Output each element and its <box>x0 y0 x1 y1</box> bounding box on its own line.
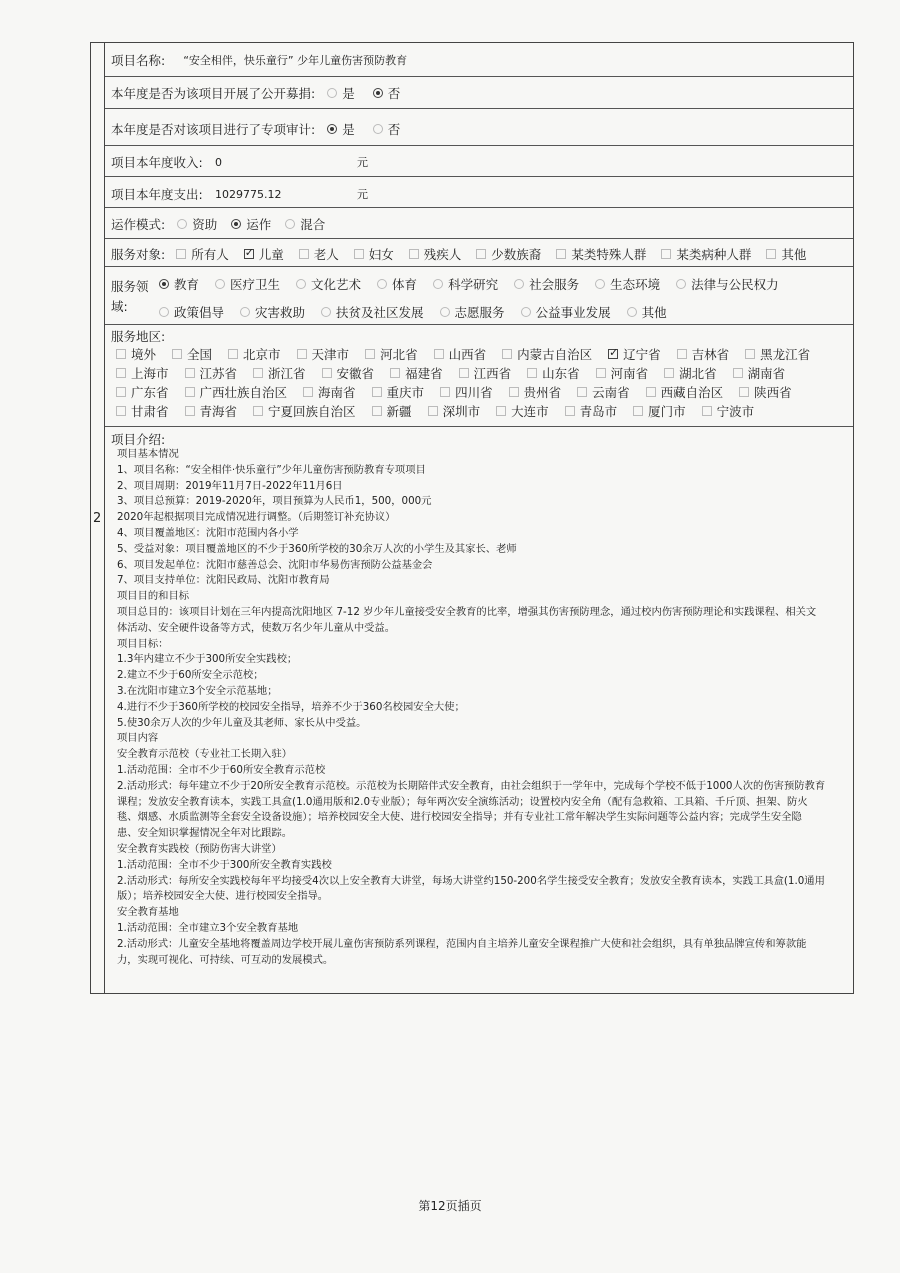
fields-option-label: 政策倡导 <box>174 305 225 320</box>
region-checkbox-36[interactable] <box>633 406 643 416</box>
region-checkbox-12[interactable] <box>253 368 263 378</box>
region-label: 吉林省 <box>691 347 730 362</box>
region-label: 安徽省 <box>336 366 375 381</box>
intro-line: 6、项目发起单位：沈阳市慈善总会、沈阳市华易伤害预防公益基金会 <box>117 558 433 571</box>
targets-checkbox-5[interactable] <box>476 249 486 259</box>
targets-option-label: 少数族裔 <box>491 247 542 262</box>
region-checkbox-35[interactable] <box>565 406 575 416</box>
region-item <box>558 402 626 420</box>
intro-line: 患、安全知识掌握情况全年对比跟踪。 <box>117 827 293 840</box>
intro-line: 毯、烟感、水质监测等全套安全设备设施）；培养校园安全大使、进行校园安全指导；并有专业社工常年解决学生实际问题等公益内容；完成学生安全隐 <box>117 811 802 824</box>
intro-line: 4.进行不少于360所学校的校园安全指导，培养不少于360名校园安全大使； <box>117 700 465 713</box>
mode-option-label: 资助 <box>192 217 218 232</box>
region-checkbox-6[interactable] <box>502 349 512 359</box>
intro-line: 2.活动形式：每所安全实践校每年平均接受4次以上安全教育大讲堂，每场大讲堂约150-200名学生接受安全教育；发放安全教育读本，实践工具盒(1.0通用 <box>117 874 825 887</box>
expense-unit: 元 <box>357 188 368 201</box>
mode-option-label: 混合 <box>300 217 326 232</box>
region-item <box>315 364 383 382</box>
region-label: 大连市 <box>511 404 549 419</box>
region-item <box>165 345 220 363</box>
fields-option-label: 公益事业发展 <box>535 305 611 320</box>
intro-line: 2020年起根据项目完成情况进行调整。（后期签订补充协议） <box>117 511 396 524</box>
region-label: 厦门市 <box>648 404 686 419</box>
intro-line: 5、受益对象：项目覆盖地区的不少于360所学校的30余万人次的小学生及其家长、老师 <box>117 542 517 555</box>
region-label: 福建省 <box>405 366 443 381</box>
region-label: 河北省 <box>380 347 418 362</box>
intro-line: 1.活动范围：全市不少于60所安全教育示范校 <box>117 763 326 776</box>
region-item <box>178 383 296 401</box>
region-label: 山西省 <box>448 347 487 362</box>
fields-option-label: 社会服务 <box>529 277 580 292</box>
targets-checkbox-2[interactable] <box>299 249 309 259</box>
region-checkbox-34[interactable] <box>496 406 506 416</box>
region-checkbox-29[interactable] <box>116 406 126 416</box>
intro-line: 1.3年内建立不少于300所安全实践校； <box>117 653 298 666</box>
region-checkbox-28[interactable] <box>739 387 749 397</box>
expense-value: 1029775.12 <box>215 187 282 201</box>
region-item <box>178 364 246 382</box>
region-checkbox-16[interactable] <box>527 368 537 378</box>
mode-radio-2[interactable] <box>285 219 295 229</box>
region-item <box>296 383 364 401</box>
targets-checkbox-1[interactable] <box>244 249 254 259</box>
intro-line: 1.活动范围：全市不少于300所安全教育实践校 <box>117 858 332 871</box>
targets-checkbox-3[interactable] <box>354 249 364 259</box>
region-checkbox-2[interactable] <box>228 349 238 359</box>
page-footer: 第12页插页 <box>418 1199 482 1213</box>
fields-radio-3[interactable] <box>377 279 387 289</box>
intro-line: 4、项目覆盖地区：沈阳市范围内各小学 <box>117 526 299 539</box>
fields-option-label: 医疗卫生 <box>230 277 281 292</box>
region-checkbox-19[interactable] <box>733 368 743 378</box>
mode-row <box>105 208 853 239</box>
region-label: 广东省 <box>131 385 169 400</box>
region-item <box>452 364 520 382</box>
region-checkbox-22[interactable] <box>303 387 313 397</box>
intro-line: 2.活动形式：每年建立不少于20所安全教育示范校。示范校为长期陪伴式安全教育，由社会组织于一学年中，完成每个学校不低于1000人次的伤害预防教育 <box>117 779 826 792</box>
audit-label: 本年度是否对该项目进行了专项审计: <box>111 122 316 137</box>
region-label: 上海市 <box>131 366 169 381</box>
region-item <box>657 364 725 382</box>
targets-option-label: 其他 <box>781 247 807 262</box>
region-label: 全国 <box>187 347 213 362</box>
region-label: 深圳市 <box>442 404 481 419</box>
region-item <box>421 402 489 420</box>
project-name-row <box>105 43 853 77</box>
region-label: 四川省 <box>455 385 493 400</box>
income-unit: 元 <box>357 156 368 169</box>
income-value: 0 <box>215 155 222 169</box>
region-item <box>670 345 738 363</box>
region-checkbox-14[interactable] <box>390 368 400 378</box>
region-item <box>520 364 588 382</box>
fields-option-label: 志愿服务 <box>454 305 505 320</box>
fields-radio-4[interactable] <box>433 279 443 289</box>
row-index: 2 <box>93 511 102 526</box>
region-checkbox-5[interactable] <box>434 349 444 359</box>
fields-option-label: 文化艺术 <box>311 277 362 292</box>
region-checkbox-26[interactable] <box>577 387 587 397</box>
targets-option-label: 儿童 <box>258 247 284 262</box>
targets-option-label: 某类特殊人群 <box>571 247 647 262</box>
form-table <box>90 42 854 994</box>
fields-radio-5[interactable] <box>627 307 637 317</box>
intro-line: 项目内容 <box>117 732 159 745</box>
region-checkbox-20[interactable] <box>116 387 126 397</box>
intro-body <box>117 447 839 968</box>
fields-radio-5[interactable] <box>514 279 524 289</box>
fields-option-label: 体育 <box>392 277 418 292</box>
region-checkbox-11[interactable] <box>185 368 195 378</box>
region-label: 陕西省 <box>754 385 792 400</box>
region-label: 海南省 <box>318 385 356 400</box>
intro-line: 课程；发放安全教育读本，实践工具盒(1.0通用版和2.0专业版）；每年两次安全演练活动；设置校内安全角（配有急救箱、工具箱、千斤顶、担架、防火 <box>117 795 808 808</box>
region-label: 新疆 <box>386 404 412 419</box>
region-item <box>290 345 358 363</box>
region-label: 境外 <box>131 347 157 362</box>
fundraising-radio-1[interactable] <box>373 88 383 98</box>
region-label: 湖北省 <box>679 366 717 381</box>
region-label: 宁波市 <box>716 404 755 419</box>
audit-row <box>105 109 853 146</box>
intro-line: 项目总目的：该项目计划在三年内提高沈阳地区 7-12 岁少年儿童接受安全教育的比率，增强其伤害预防理念，通过校内伤害预防理论和实践课程、相关文 <box>117 605 817 618</box>
intro-line: 安全教育基地 <box>117 906 179 919</box>
fields-radio-1[interactable] <box>240 307 250 317</box>
region-label: 青岛市 <box>579 404 618 419</box>
region-label: 湖南省 <box>747 366 786 381</box>
targets-checkbox-4[interactable] <box>409 249 419 259</box>
mode-radio-1[interactable] <box>231 219 241 229</box>
region-label: 青海省 <box>199 404 238 419</box>
targets-label: 服务对象: <box>111 247 166 262</box>
region-item <box>109 345 164 363</box>
region-label: 山东省 <box>542 366 580 381</box>
region-label: 天津市 <box>311 347 350 362</box>
region-item <box>732 383 800 401</box>
region-item <box>365 402 420 420</box>
region-item <box>178 402 246 420</box>
regions-row <box>105 325 853 427</box>
mode-label: 运作模式: <box>111 217 166 232</box>
region-item <box>639 383 732 401</box>
region-label: 江西省 <box>473 366 512 381</box>
region-item <box>570 383 638 401</box>
region-item <box>109 364 177 382</box>
fields-label-1: 服务领 <box>111 279 149 294</box>
region-label: 黑龙江省 <box>760 347 811 362</box>
audit-option-label: 是 <box>342 122 355 137</box>
intro-line: 项目目标： <box>117 637 169 650</box>
intro-row <box>105 427 853 993</box>
fields-option-label: 其他 <box>641 305 667 320</box>
fields-option-label: 教育 <box>174 277 200 292</box>
region-label: 浙江省 <box>268 366 306 381</box>
region-item <box>433 383 501 401</box>
fields-row <box>105 267 853 325</box>
expense-row <box>105 177 853 208</box>
targets-row <box>105 239 853 267</box>
region-checkbox-1[interactable] <box>172 349 182 359</box>
targets-checkbox-7[interactable] <box>661 249 671 259</box>
fields-radio-6[interactable] <box>595 279 605 289</box>
fields-radio-7[interactable] <box>676 279 686 289</box>
region-checkbox-23[interactable] <box>372 387 382 397</box>
intro-line: 力，实现可视化、可持续、可互动的发展模式。 <box>117 953 334 966</box>
fundraising-label: 本年度是否为该项目开展了公开募捐: <box>111 86 316 101</box>
region-item <box>246 364 314 382</box>
region-checkbox-31[interactable] <box>253 406 263 416</box>
intro-line: 版）；培养校园安全大使、进行校园安全指导。 <box>117 890 329 903</box>
region-label: 云南省 <box>592 385 630 400</box>
intro-line: 7、项目支持单位：沈阳民政局、沈阳市教育局 <box>117 574 330 587</box>
region-item <box>626 402 694 420</box>
fields-radio-0[interactable] <box>159 307 169 317</box>
region-checkbox-32[interactable] <box>372 406 382 416</box>
region-label: 宁夏回族自治区 <box>268 404 356 419</box>
region-checkbox-37[interactable] <box>702 406 712 416</box>
region-item <box>695 402 763 420</box>
region-label: 内蒙古自治区 <box>517 347 593 362</box>
targets-option-label: 所有人 <box>191 247 229 262</box>
region-checkbox-0[interactable] <box>116 349 126 359</box>
fields-radio-4[interactable] <box>521 307 531 317</box>
intro-line: 3、项目总预算：2019-2020年，项目预算为人民币1，500，000元 <box>117 495 432 508</box>
region-checkbox-27[interactable] <box>646 387 656 397</box>
fields-radio-2[interactable] <box>321 307 331 317</box>
targets-checkbox-6[interactable] <box>556 249 566 259</box>
fields-label-2: 域: <box>111 299 128 314</box>
region-label: 广西壮族自治区 <box>199 385 288 400</box>
fields-option-label: 生态环境 <box>610 277 661 292</box>
intro-label: 项目介绍: <box>111 432 166 447</box>
fields-radio-1[interactable] <box>215 279 225 289</box>
fields-option-label: 科学研究 <box>448 277 499 292</box>
region-checkbox-3[interactable] <box>297 349 307 359</box>
project-name-label: 项目名称: <box>111 53 166 68</box>
index-column <box>91 43 105 993</box>
intro-line: 2.建立不少于60所安全示范校； <box>117 669 264 682</box>
region-checkbox-17[interactable] <box>596 368 606 378</box>
fields-option-label: 灾害救助 <box>255 305 306 320</box>
region-label: 河南省 <box>610 366 649 381</box>
region-item <box>601 345 669 363</box>
region-label: 重庆市 <box>386 385 425 400</box>
region-label: 贵州省 <box>523 385 562 400</box>
fundraising-option-label: 否 <box>387 86 401 101</box>
fields-radio-3[interactable] <box>440 307 450 317</box>
income-row <box>105 146 853 177</box>
fundraising-option-label: 是 <box>342 86 355 101</box>
region-checkbox-8[interactable] <box>677 349 687 359</box>
region-item <box>246 402 364 420</box>
fields-radio-0[interactable] <box>159 279 169 289</box>
mode-radio-0[interactable] <box>177 219 187 229</box>
region-item <box>726 364 794 382</box>
fields-option-label: 法律与公民权力 <box>691 277 779 292</box>
intro-line: 安全教育示范校（专业社工长期入驻） <box>117 748 293 761</box>
intro-line: 3.在沈阳市建立3个安全示范基地； <box>117 684 278 697</box>
intro-line: 2.活动形式：儿童安全基地将覆盖周边学校开展儿童伤害预防系列课程，范围内自主培养儿童安全课程推广大使和社会组织，具有单独品牌宣传和筹款能 <box>117 937 807 950</box>
region-label: 甘肃省 <box>131 404 169 419</box>
fields-option-label: 扶贫及社区发展 <box>336 305 424 320</box>
targets-option-label: 残疾人 <box>423 247 462 262</box>
region-item <box>109 402 177 420</box>
region-item <box>221 345 289 363</box>
expense-label: 项目本年度支出: <box>111 187 203 202</box>
region-item <box>358 345 426 363</box>
region-checkbox-13[interactable] <box>322 368 332 378</box>
income-label: 项目本年度收入: <box>111 155 203 170</box>
region-checkbox-4[interactable] <box>365 349 375 359</box>
intro-line: 2、项目周期：2019年11月7日-2022年11月6日 <box>117 479 343 492</box>
region-checkbox-24[interactable] <box>440 387 450 397</box>
intro-line: 安全教育实践校（预防伤害大讲堂） <box>117 842 282 855</box>
region-checkbox-15[interactable] <box>459 368 469 378</box>
fields-radio-2[interactable] <box>296 279 306 289</box>
regions-label: 服务地区: <box>111 329 166 344</box>
targets-option-label: 某类病种人群 <box>676 247 752 262</box>
region-checkbox-21[interactable] <box>185 387 195 397</box>
region-item <box>383 364 451 382</box>
audit-radio-0[interactable] <box>327 124 337 134</box>
targets-checkbox-8[interactable] <box>766 249 776 259</box>
intro-line: 1.活动范围：全市建立3个安全教育基地 <box>117 921 299 934</box>
region-item <box>495 345 600 363</box>
targets-option-label: 妇女 <box>368 247 394 262</box>
region-item <box>589 364 657 382</box>
region-checkbox-9[interactable] <box>745 349 755 359</box>
intro-line: 体活动、安全硬件设备等方式，使数万名少年儿童从中受益。 <box>117 621 396 634</box>
region-item <box>427 345 495 363</box>
region-checkbox-10[interactable] <box>116 368 126 378</box>
intro-line: 项目基本情况 <box>117 448 179 460</box>
region-checkbox-30[interactable] <box>185 406 195 416</box>
intro-line: 5.使30余万人次的少年儿童及其老师、家长从中受益。 <box>117 716 367 729</box>
region-item <box>365 383 433 401</box>
mode-option-label: 运作 <box>246 217 272 232</box>
targets-checkbox-0[interactable] <box>176 249 186 259</box>
targets-option-label: 老人 <box>313 247 339 262</box>
audit-radio-1[interactable] <box>373 124 383 134</box>
project-name-value: “安全相伴，快乐童行” 少年儿童伤害预防教育 <box>183 54 408 67</box>
fundraising-radio-0[interactable] <box>327 88 337 98</box>
region-label: 江苏省 <box>199 366 238 381</box>
region-checkbox-33[interactable] <box>428 406 438 416</box>
region-checkbox-25[interactable] <box>509 387 519 397</box>
region-label: 西藏自治区 <box>660 385 724 400</box>
fundraising-row <box>105 77 853 109</box>
intro-line: 项目目的和目标 <box>117 590 190 603</box>
intro-line: 1、项目名称：“安全相伴·快乐童行”少年儿童伤害预防教育专项项目 <box>117 463 426 476</box>
region-item <box>738 345 818 363</box>
region-item <box>502 383 570 401</box>
region-checkbox-7[interactable] <box>608 349 618 359</box>
region-label: 辽宁省 <box>623 347 661 362</box>
region-checkbox-18[interactable] <box>664 368 674 378</box>
region-item <box>109 383 177 401</box>
region-item <box>489 402 557 420</box>
audit-option-label: 否 <box>387 122 401 137</box>
region-label: 北京市 <box>243 347 281 362</box>
